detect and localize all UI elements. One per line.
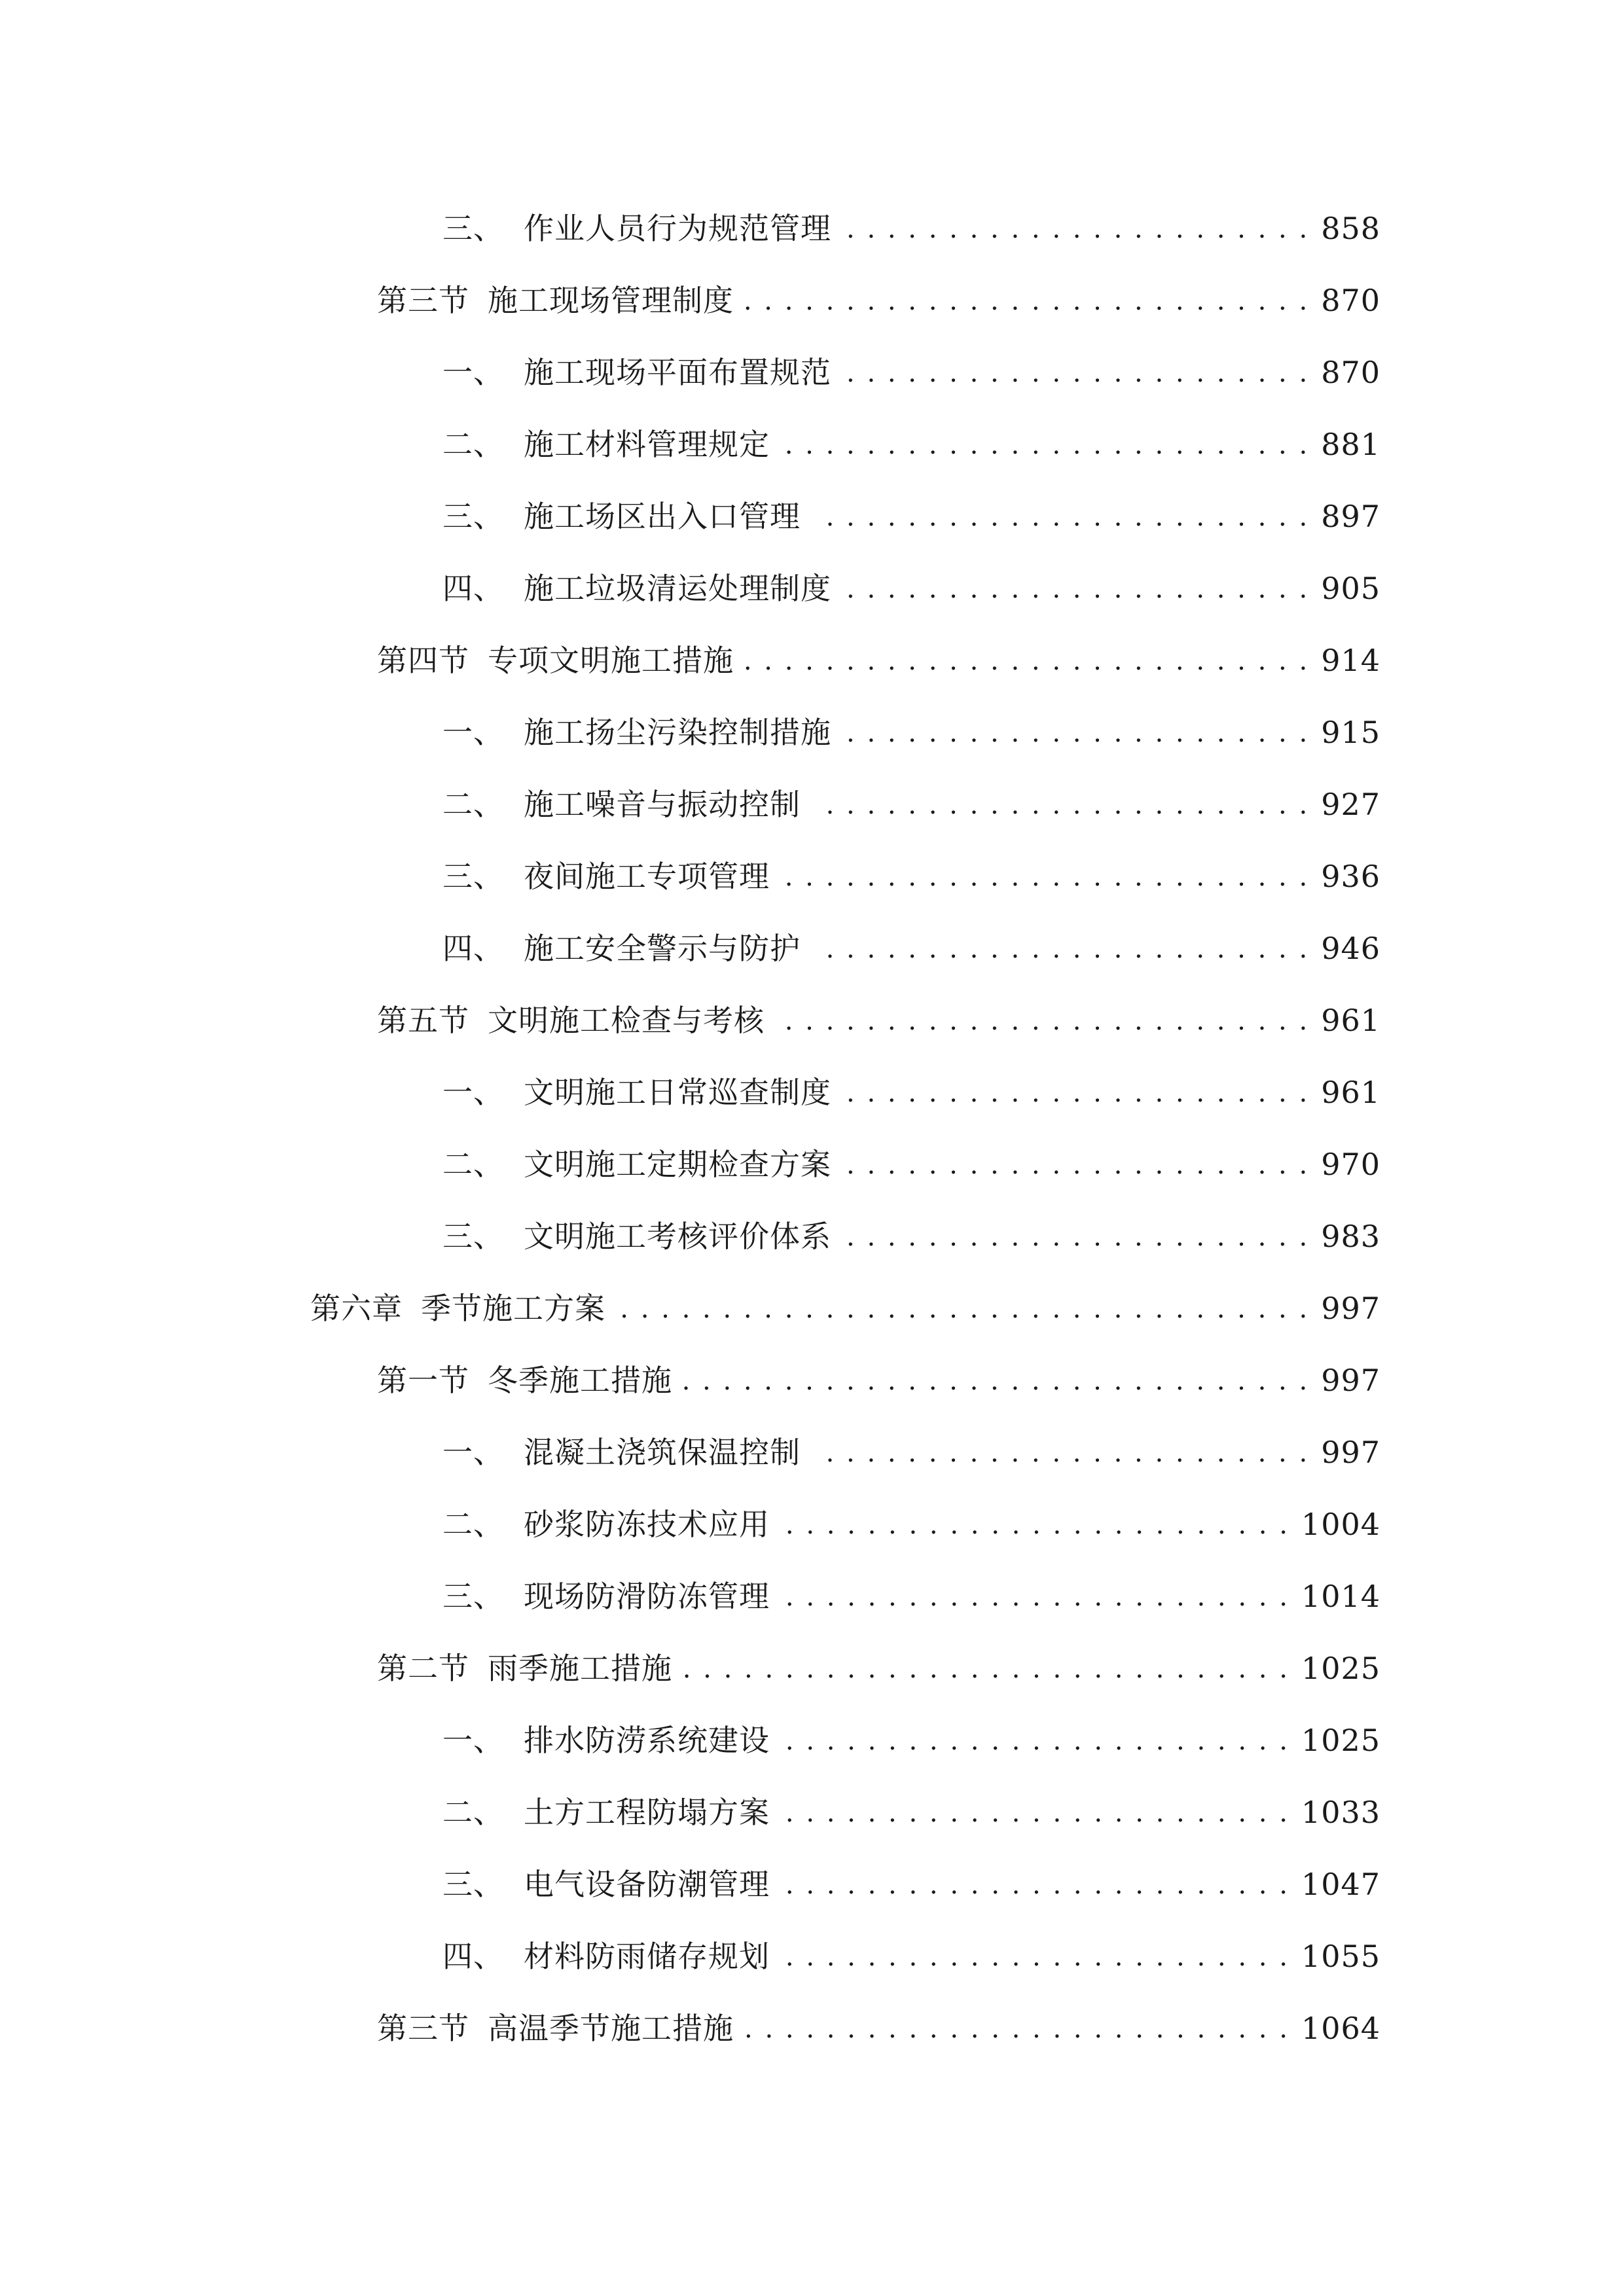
toc-entry-number: 三、 (442, 859, 504, 894)
toc-entry-page-number: 961 (1321, 1003, 1380, 1038)
toc-entry-number: 一、 (442, 1723, 504, 1758)
toc-entry-page-number: 870 (1321, 283, 1380, 318)
toc-entry-number: 第三节 (377, 283, 469, 318)
toc-entry-page-number: 946 (1321, 931, 1380, 966)
toc-entry-page-number: 1014 (1301, 1579, 1380, 1614)
toc-dot-leader (842, 1149, 1309, 1179)
toc-dot-leader (842, 1221, 1309, 1251)
toc-dot-leader (683, 1365, 1309, 1395)
toc-entry[interactable] (0, 1056, 1624, 1128)
toc-entry[interactable] (0, 336, 1624, 408)
toc-dot-leader (780, 1869, 1290, 1899)
toc-dot-leader (811, 1437, 1309, 1467)
toc-entry[interactable] (0, 1416, 1624, 1488)
toc-entry-number: 三、 (442, 1219, 504, 1254)
toc-dot-leader (842, 213, 1309, 243)
toc-entry[interactable] (0, 480, 1624, 552)
toc-dot-leader (683, 1653, 1290, 1683)
toc-entry-number: 一、 (442, 715, 504, 750)
toc-entry-page-number: 914 (1321, 643, 1380, 678)
table-of-contents (0, 192, 1624, 2064)
toc-entry[interactable] (0, 408, 1624, 480)
toc-entry-number: 二、 (442, 427, 504, 462)
toc-entry-page-number: 961 (1321, 1075, 1380, 1110)
toc-entry[interactable] (0, 984, 1624, 1056)
toc-entry-number: 第四节 (377, 643, 469, 678)
toc-dot-leader (780, 1509, 1290, 1539)
toc-dot-leader (842, 717, 1309, 747)
toc-entry-number: 二、 (442, 1147, 504, 1182)
toc-entry-title: 作业人员行为规范管理 (524, 211, 831, 246)
toc-entry-title: 文明施工定期检查方案 (524, 1147, 831, 1182)
toc-dot-leader (780, 861, 1309, 891)
toc-entry[interactable] (0, 912, 1624, 984)
toc-dot-leader (842, 357, 1309, 387)
toc-entry-number: 第三节 (377, 2011, 469, 2046)
toc-entry-page-number: 915 (1321, 715, 1380, 750)
toc-entry[interactable] (0, 840, 1624, 912)
toc-entry[interactable] (0, 624, 1624, 696)
toc-dot-leader (842, 573, 1309, 603)
toc-entry-title: 施工扬尘污染控制措施 (524, 715, 831, 750)
toc-entry-page-number: 881 (1321, 427, 1380, 462)
toc-entry-number: 第二节 (377, 1651, 469, 1686)
toc-entry-title: 施工噪音与振动控制 (524, 787, 801, 822)
toc-entry[interactable] (0, 1488, 1624, 1560)
toc-entry-number: 三、 (442, 1579, 504, 1614)
toc-entry[interactable] (0, 192, 1624, 264)
toc-entry-page-number: 1055 (1301, 1939, 1380, 1974)
toc-dot-leader (616, 1293, 1309, 1323)
toc-entry-number: 三、 (442, 499, 504, 534)
toc-entry[interactable] (0, 768, 1624, 840)
toc-entry[interactable] (0, 1272, 1624, 1344)
toc-entry-number: 第六章 (310, 1291, 403, 1326)
toc-entry-page-number: 870 (1321, 355, 1380, 390)
toc-entry-page-number: 897 (1321, 499, 1380, 534)
toc-entry[interactable] (0, 1704, 1624, 1776)
toc-entry-title: 专项文明施工措施 (488, 643, 734, 678)
toc-dot-leader (842, 1077, 1309, 1107)
toc-entry-title: 排水防涝系统建设 (524, 1723, 770, 1758)
toc-entry-number: 四、 (442, 571, 504, 606)
toc-entry-page-number: 905 (1321, 571, 1380, 606)
toc-entry-title: 雨季施工措施 (488, 1651, 672, 1686)
toc-dot-leader (811, 789, 1309, 819)
toc-entry-number: 一、 (442, 355, 504, 390)
toc-entry-title: 混凝土浇筑保温控制 (524, 1435, 801, 1470)
toc-dot-leader (780, 1941, 1290, 1971)
toc-entry-page-number: 1025 (1301, 1651, 1380, 1686)
toc-entry-page-number: 936 (1321, 859, 1380, 894)
toc-dot-leader (775, 1005, 1309, 1035)
toc-entry-title: 夜间施工专项管理 (524, 859, 770, 894)
toc-entry-page-number: 970 (1321, 1147, 1380, 1182)
toc-entry-number: 三、 (442, 211, 504, 246)
toc-dot-leader (811, 501, 1309, 531)
toc-dot-leader (744, 285, 1309, 315)
toc-dot-leader (744, 645, 1309, 675)
toc-entry-page-number: 997 (1321, 1291, 1380, 1326)
toc-entry[interactable] (0, 1344, 1624, 1416)
toc-entry-title: 砂浆防冻技术应用 (524, 1507, 770, 1542)
toc-entry-title: 文明施工日常巡查制度 (524, 1075, 831, 1110)
toc-dot-leader (780, 1725, 1290, 1755)
toc-entry-number: 第五节 (377, 1003, 469, 1038)
toc-entry[interactable] (0, 696, 1624, 768)
toc-entry-page-number: 997 (1321, 1363, 1380, 1398)
toc-entry-page-number: 1047 (1301, 1867, 1380, 1902)
toc-entry-title: 施工现场平面布置规范 (524, 355, 831, 390)
toc-entry-number: 第一节 (377, 1363, 469, 1398)
toc-entry-title: 材料防雨储存规划 (524, 1939, 770, 1974)
toc-entry[interactable] (0, 552, 1624, 624)
toc-entry-title: 施工垃圾清运处理制度 (524, 571, 831, 606)
toc-entry-title: 现场防滑防冻管理 (524, 1579, 770, 1614)
toc-dot-leader (780, 1797, 1290, 1827)
toc-entry-title: 施工场区出入口管理 (524, 499, 801, 534)
toc-entry-page-number: 997 (1321, 1435, 1380, 1470)
toc-dot-leader (744, 2013, 1290, 2043)
toc-entry[interactable] (0, 1992, 1624, 2064)
toc-entry-page-number: 1064 (1301, 2011, 1380, 2046)
toc-entry-title: 季节施工方案 (421, 1291, 605, 1326)
toc-entry[interactable] (0, 264, 1624, 336)
toc-entry-title: 土方工程防塌方案 (524, 1795, 770, 1830)
toc-entry-number: 一、 (442, 1075, 504, 1110)
toc-entry[interactable] (0, 1776, 1624, 1848)
toc-entry[interactable] (0, 1632, 1624, 1704)
toc-dot-leader (780, 429, 1309, 459)
toc-entry-number: 四、 (442, 1939, 504, 1974)
toc-entry-number: 二、 (442, 1507, 504, 1542)
toc-entry-title: 施工安全警示与防护 (524, 931, 801, 966)
toc-entry-page-number: 1004 (1301, 1507, 1380, 1542)
toc-entry-title: 施工材料管理规定 (524, 427, 770, 462)
toc-entry-page-number: 1025 (1301, 1723, 1380, 1758)
toc-entry[interactable] (0, 1920, 1624, 1992)
toc-entry[interactable] (0, 1560, 1624, 1632)
toc-entry-page-number: 927 (1321, 787, 1380, 822)
toc-entry-page-number: 858 (1321, 211, 1380, 246)
toc-dot-leader (811, 933, 1309, 963)
toc-entry-title: 文明施工检查与考核 (488, 1003, 765, 1038)
toc-entry-number: 四、 (442, 931, 504, 966)
toc-entry-page-number: 1033 (1301, 1795, 1380, 1830)
toc-entry[interactable] (0, 1200, 1624, 1272)
toc-entry-number: 一、 (442, 1435, 504, 1470)
toc-entry-title: 冬季施工措施 (488, 1363, 672, 1398)
toc-entry-page-number: 983 (1321, 1219, 1380, 1254)
toc-entry-number: 三、 (442, 1867, 504, 1902)
toc-dot-leader (780, 1581, 1290, 1611)
toc-entry-title: 施工现场管理制度 (488, 283, 734, 318)
toc-entry-title: 电气设备防潮管理 (524, 1867, 770, 1902)
toc-entry-number: 二、 (442, 1795, 504, 1830)
toc-entry[interactable] (0, 1848, 1624, 1920)
toc-entry-title: 文明施工考核评价体系 (524, 1219, 831, 1254)
toc-entry-title: 高温季节施工措施 (488, 2011, 734, 2046)
toc-entry-number: 二、 (442, 787, 504, 822)
toc-entry[interactable] (0, 1128, 1624, 1200)
